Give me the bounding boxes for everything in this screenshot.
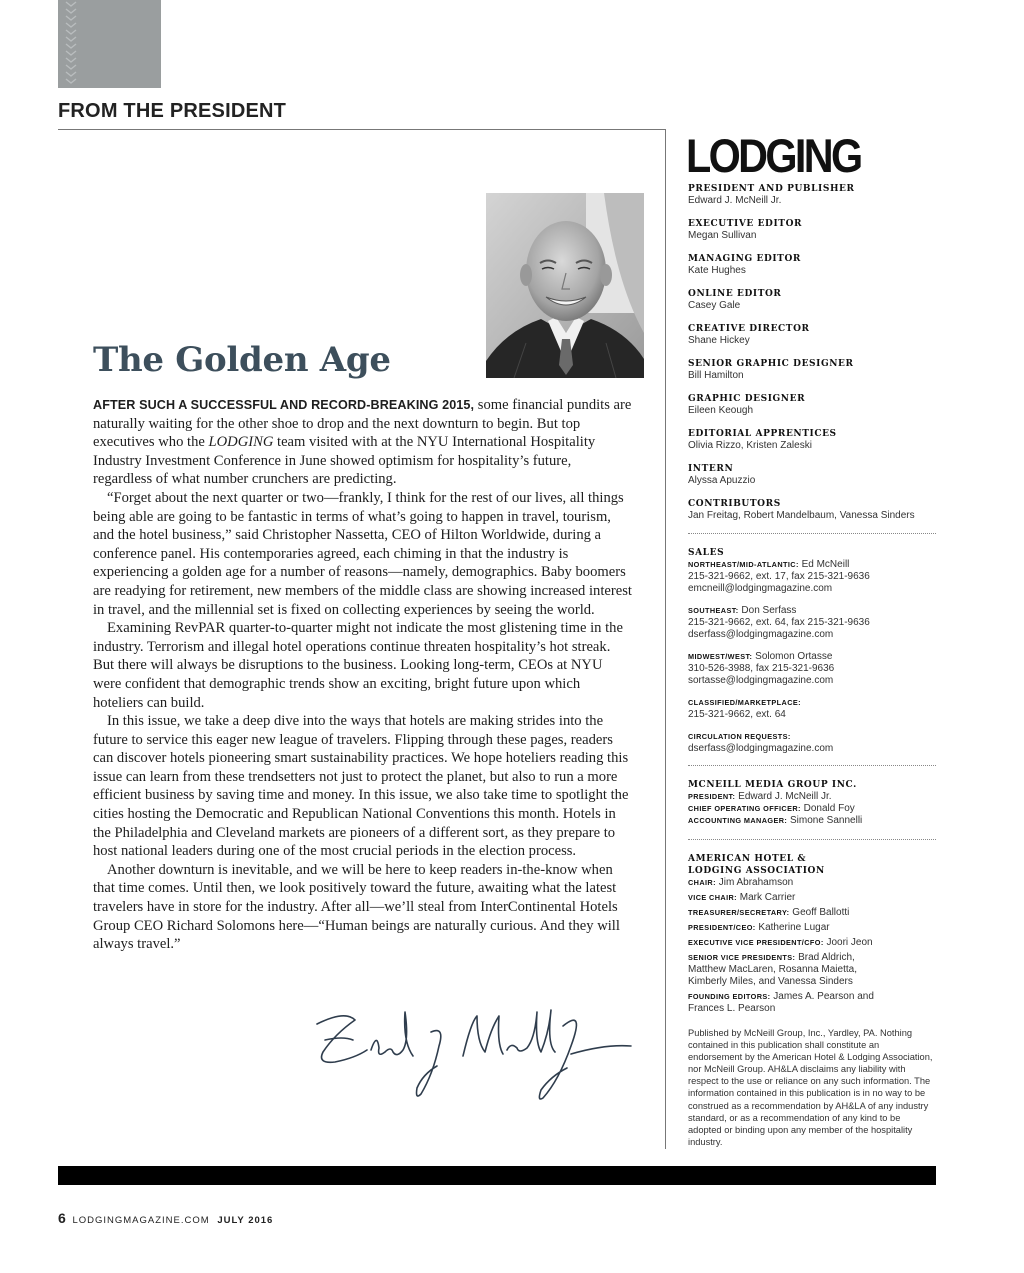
staff-name: Eileen Keough <box>688 405 754 416</box>
sales-email: dserfass@lodgingmagazine.com <box>688 629 834 640</box>
staff-role: MANAGING EDITOR <box>688 254 801 264</box>
staff-entry <box>688 183 936 207</box>
classified-label: CLASSIFIED/MARKETPLACE: <box>688 698 801 707</box>
sales-region-label: SOUTHEAST: <box>688 606 739 615</box>
staff-role: ONLINE EDITOR <box>688 289 782 299</box>
classified-phone: 215-321-9662, ext. 64 <box>688 709 786 720</box>
ahla-label: VICE CHAIR: <box>688 893 737 902</box>
article-paragraph: In this issue, we take a deep dive into the ways that hotels are making strides into the future to service this eager new league of travelers. Flipping through these pages, readers can discover hotels pioneering smart sustainability practices. We hope hoteliers reading this issue can learn from these trendsetters not just to protect the planet, but also to run a more efficient business by saving time and money. In this issue, we also take time to spotlight the cities hosting the Democratic and Republican National Conventions this month. Hotels in the Philadelphia and Cleveland markets are pioneers of a different sort, as they prepare to host national leaders during one of the most crucial periods in the election process. <box>93 713 629 860</box>
sales-phone: 310-526-3988, fax 215-321-9636 <box>688 663 835 674</box>
lead-text-2: team visited with at the NYU International Hospitality Industry Investment Conference in June showed optimism for hospitality’s future, regardless of what number crunchers are predicting. <box>93 434 596 488</box>
staff-entry <box>688 288 936 312</box>
article-paragraph: Examining RevPAR quarter-to-quarter might not indicate the most glistening time in the industry. Terrorism and illegal hotel operations continue threaten hospitality’s hot streak. But there will always be disruptions to the business. Looking long-term, CEOs at NYU were confident that demographic trends show an exciting, bright future upon which hoteliers can build. <box>93 620 623 711</box>
ahla-name: Katherine Lugar <box>758 922 830 933</box>
staff-role: SENIOR GRAPHIC DESIGNER <box>688 359 854 369</box>
ahla-name: Geoff Ballotti <box>792 907 850 918</box>
ahla-name: Jim Abrahamson <box>718 877 794 888</box>
circulation-label: CIRCULATION REQUESTS: <box>688 732 791 741</box>
staff-role: PRESIDENT AND PUBLISHER <box>688 184 855 194</box>
mcneill-label: CHIEF OPERATING OFFICER: <box>688 804 801 813</box>
lead-caps: AFTER SUCH A SUCCESSFUL AND RECORD-BREAKING 2015, <box>93 398 475 412</box>
staff-role: EDITORIAL APPRENTICES <box>688 429 837 439</box>
sales-region <box>688 605 936 641</box>
staff-role: EXECUTIVE EDITOR <box>688 219 803 229</box>
ahla-name: Kimberly Miles, and Vanessa Sinders <box>688 976 853 987</box>
page-number: 6 <box>58 1210 66 1226</box>
ahla-label: CHAIR: <box>688 878 716 887</box>
ahla-name: Mark Carrier <box>739 892 796 903</box>
section-corner-tab <box>58 0 161 88</box>
lead-paragraph <box>93 396 633 489</box>
section-label-bold: PRESIDENT <box>169 100 287 122</box>
president-portrait <box>486 193 644 378</box>
classified-block <box>688 697 936 721</box>
mcneill-label: ACCOUNTING MANAGER: <box>688 816 788 825</box>
mcneill-name: Donald Foy <box>803 803 855 814</box>
headline: The Golden Age <box>93 340 391 380</box>
circulation-block <box>688 731 936 755</box>
staff-role: CONTRIBUTORS <box>688 499 781 509</box>
ahla-name: James A. Pearson and <box>773 991 874 1002</box>
section-label <box>58 100 286 123</box>
mcneill-name: Edward J. McNeill Jr. <box>738 791 832 802</box>
ahla-label: SENIOR VICE PRESIDENTS: <box>688 953 796 962</box>
sales-rep-name: Don Serfass <box>741 605 797 616</box>
staff-name: Kate Hughes <box>688 265 746 276</box>
circulation-email: dserfass@lodgingmagazine.com <box>688 743 834 754</box>
article-paragraph: “Forget about the next quarter or two—frankly, I think for the rest of our lives, all things being able are going to be fantastic in terms of what’s going to happen in travel, tourism, and the hotel business,” said Christopher Nassetta, CEO of Hilton Worldwide, during a conference panel. His contemporaries agreed, each chiming in that the industry is experiencing a golden age for a number of reasons—namely, demographics. Baby boomers are readying for retirement, new members of the middle class are showing increased interest in travel, and the millennial set is fixed on collecting experiences by seeing the world. <box>93 489 632 618</box>
staff-name: Edward J. McNeill Jr. <box>688 195 782 206</box>
footer-issue: JULY 2016 <box>217 1215 274 1226</box>
sales-email: emcneill@lodgingmagazine.com <box>688 583 833 594</box>
president-signature <box>305 1002 635 1102</box>
page-footer <box>58 1210 273 1226</box>
staff-name: Olivia Rizzo, Kristen Zaleski <box>688 440 812 451</box>
ahla-label: PRESIDENT/CEO: <box>688 923 756 932</box>
sales-region <box>688 559 936 595</box>
chevron-pattern-icon <box>64 0 78 88</box>
staff-name: Jan Freitag, Robert Mandelbaum, Vanessa Sinders <box>688 510 915 521</box>
publisher-note: Published by McNeill Group, Inc., Yardley, PA. Nothing contained in this publication shall constitute an endorsement by the American Hotel & Lodging Association, nor McNeill Group. AH&LA disclaims any liability with respect to the use or reliance on any such information. The information contained in this publication is in no way to be construed as a recommendation by AH&LA of any industry standard, or as a recommendation of any kind to be adopted or binding upon any member of the hospitality industry. <box>688 1028 933 1147</box>
header-rule <box>58 129 665 130</box>
footer-site: LODGINGMAGAZINE.COM <box>72 1215 210 1226</box>
lead-italic: LODGING <box>208 434 274 451</box>
mcneill-label: PRESIDENT: <box>688 792 736 801</box>
masthead <box>688 183 936 1148</box>
column-divider <box>665 129 666 1149</box>
staff-entry <box>688 323 936 347</box>
staff-role: CREATIVE DIRECTOR <box>688 324 810 334</box>
staff-name: Shane Hickey <box>688 335 750 346</box>
lodging-logo: LODGING <box>686 129 861 182</box>
staff-entry <box>688 358 936 382</box>
article-paragraph: Another downturn is inevitable, and we will be here to keep readers in-the-know when that time comes. Until then, we look positively toward the future, awaiting what the latest travelers have in store for the industry. After all—we’ll steal from InterContinental Hotels Group CEO Richard Solomons here—“Human beings are naturally curious. And they will always travel.” <box>93 861 620 953</box>
staff-name: Bill Hamilton <box>688 370 744 381</box>
staff-entry <box>688 463 936 487</box>
staff-entry <box>688 218 936 242</box>
ahla-name: Brad Aldrich, <box>798 952 855 963</box>
ahla-name: Joori Jeon <box>826 937 873 948</box>
staff-role: INTERN <box>688 464 734 474</box>
staff-entry <box>688 393 936 417</box>
sales-rep-name: Ed McNeill <box>801 559 850 570</box>
mcneill-name: Simone Sannelli <box>790 815 863 826</box>
sales-rep-name: Solomon Ortasse <box>755 651 833 662</box>
sales-region-label: MIDWEST/WEST: <box>688 652 753 661</box>
sales-region-label: NORTHEAST/MID-ATLANTIC: <box>688 560 799 569</box>
article-body <box>93 396 633 954</box>
masthead-divider <box>688 839 936 840</box>
masthead-divider <box>688 765 936 766</box>
staff-name: Casey Gale <box>688 300 741 311</box>
sales-phone: 215-321-9662, ext. 17, fax 215-321-9636 <box>688 571 870 582</box>
ahla-name: Frances L. Pearson <box>688 1003 776 1014</box>
mcneill-heading: MCNEILL MEDIA GROUP INC. <box>688 780 857 790</box>
staff-role: GRAPHIC DESIGNER <box>688 394 806 404</box>
sales-email: sortasse@lodgingmagazine.com <box>688 675 834 686</box>
sales-region <box>688 651 936 687</box>
sales-heading: SALES <box>688 548 725 558</box>
staff-entry <box>688 253 936 277</box>
ahla-heading: LODGING ASSOCIATION <box>688 866 825 876</box>
ahla-name: Matthew MacLaren, Rosanna Maietta, <box>688 964 857 975</box>
footer-bar <box>58 1166 936 1185</box>
staff-name: Megan Sullivan <box>688 230 757 241</box>
sales-phone: 215-321-9662, ext. 64, fax 215-321-9636 <box>688 617 870 628</box>
staff-name: Alyssa Apuzzio <box>688 475 756 486</box>
staff-entry <box>688 428 936 452</box>
ahla-heading: AMERICAN HOTEL & <box>688 854 807 864</box>
section-label-prefix: FROM THE <box>58 100 165 122</box>
signature-text: Edward J. McNeill Jr. <box>305 1101 314 1102</box>
masthead-divider <box>688 533 936 534</box>
ahla-label: FOUNDING EDITORS: <box>688 992 771 1001</box>
lead-text-1: some financial pundits are naturally waiting for the other shoe to drop and the next downturn to begin. But top executives who the <box>93 397 632 451</box>
ahla-label: TREASURER/SECRETARY: <box>688 908 790 917</box>
staff-entry <box>688 498 936 522</box>
ahla-label: EXECUTIVE VICE PRESIDENT/CFO: <box>688 938 824 947</box>
